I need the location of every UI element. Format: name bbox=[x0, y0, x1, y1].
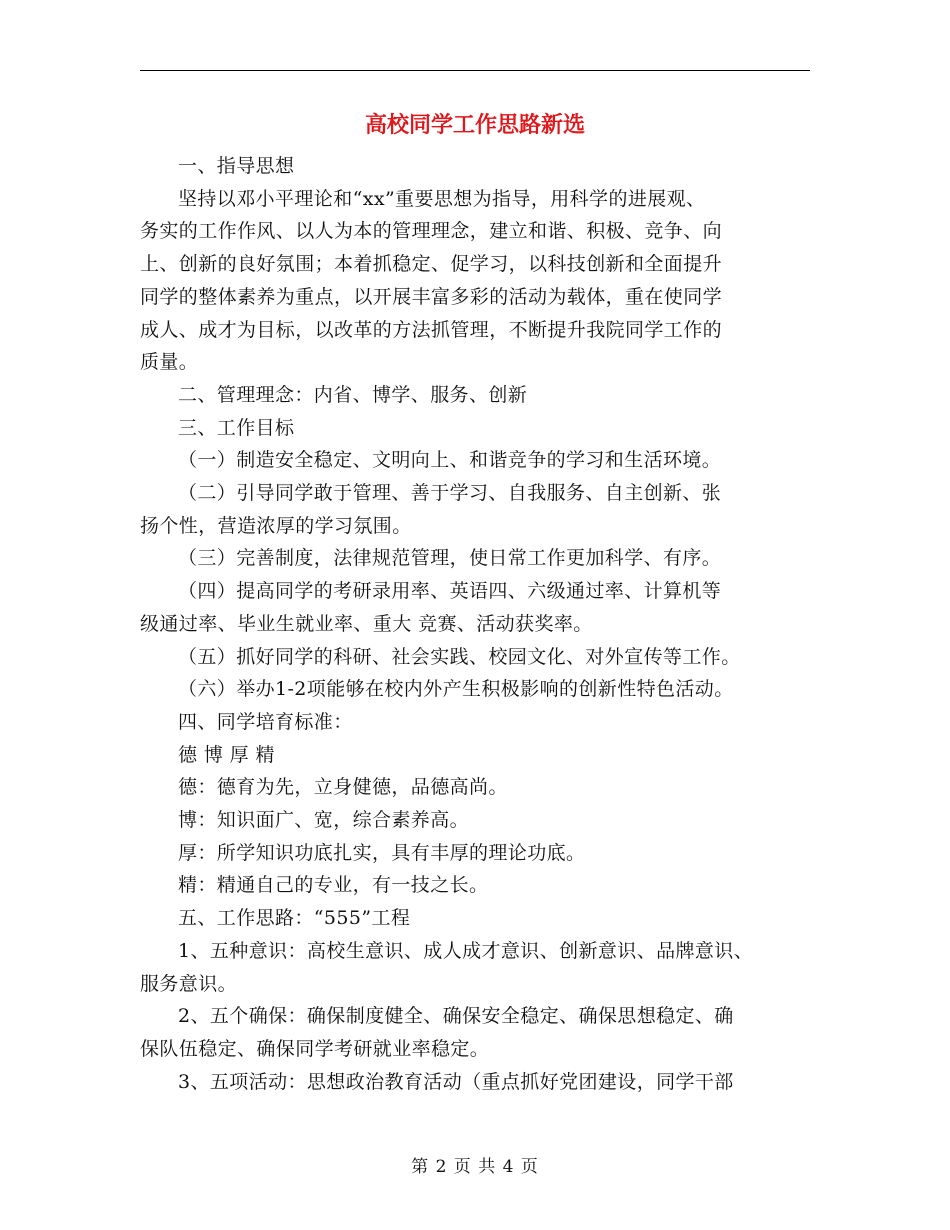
paragraph bbox=[140, 739, 830, 772]
text-line: （二）引导同学敢于管理、善于学习、自我服务、自主创新、张 bbox=[178, 482, 722, 505]
text-line: 级通过率、毕业生就业率、重大 竞赛、活动获奖率。 bbox=[140, 612, 593, 635]
paragraph bbox=[140, 575, 830, 640]
document-title: 高校同学工作思路新选 bbox=[364, 112, 585, 138]
page-number: 第 2 页 共 4 页 bbox=[411, 1157, 539, 1177]
paragraph bbox=[140, 150, 830, 183]
text-line: 1、五种意识：高校生意识、成人成才意识、创新意识、品牌意识、 bbox=[178, 939, 754, 962]
text-line: 务实的工作作风、以人为本的管理理念，建立和谐、积极、竞争、向 bbox=[140, 220, 723, 243]
paragraph bbox=[140, 183, 830, 379]
paragraph bbox=[140, 804, 830, 837]
text-line: 三、工作目标 bbox=[178, 416, 295, 439]
text-line: 质量。 bbox=[140, 351, 199, 374]
paragraph bbox=[140, 477, 830, 542]
text-line: 二、管理理念：内省、博学、服务、创新 bbox=[178, 383, 528, 406]
text-line: 德：德育为先，立身健德，品德高尚。 bbox=[178, 776, 508, 799]
text-line: （六）举办1-2项能够在校内外产生积极影响的创新性特色活动。 bbox=[178, 678, 734, 701]
paragraph bbox=[140, 935, 830, 1000]
text-line: 五、工作思路：“555”工程 bbox=[178, 907, 411, 930]
text-line: 扬个性，营造浓厚的学习氛围。 bbox=[140, 514, 412, 537]
text-line: 成人、成才为目标，以改革的方法抓管理，不断提升我院同学工作的 bbox=[140, 318, 723, 341]
header-rule bbox=[140, 70, 810, 71]
paragraph bbox=[140, 444, 830, 477]
text-line: 德 博 厚 精 bbox=[178, 743, 275, 766]
paragraph bbox=[140, 706, 830, 739]
paragraph bbox=[140, 641, 830, 674]
text-line: 2、五个确保：确保制度健全、确保安全稳定、确保思想稳定、确 bbox=[178, 1005, 734, 1028]
paragraph bbox=[140, 771, 830, 804]
text-line: 厚：所学知识功底扎实，具有丰厚的理论功底。 bbox=[178, 841, 586, 864]
paragraph bbox=[140, 902, 830, 935]
text-line: 同学的整体素养为重点，以开展丰富多彩的活动为载体，重在使同学 bbox=[140, 285, 723, 308]
text-line: 坚持以邓小平理论和“xx”重要思想为指导，用科学的进展观、 bbox=[178, 187, 706, 210]
paragraph bbox=[140, 837, 830, 870]
text-line: 服务意识。 bbox=[140, 972, 238, 995]
paragraph bbox=[140, 1000, 830, 1065]
paragraph bbox=[140, 379, 830, 412]
paragraph bbox=[140, 673, 830, 706]
text-line: （四）提高同学的考研录用率、英语四、六级通过率、计算机等 bbox=[178, 580, 722, 603]
text-line: 保队伍稳定、确保同学考研就业率稳定。 bbox=[140, 1037, 490, 1060]
text-line: （五）抓好同学的科研、社会实践、校园文化、对外宣传等工作。 bbox=[178, 645, 741, 668]
text-line: 精：精通自己的专业，有一技之长。 bbox=[178, 874, 489, 897]
text-line: 上、创新的良好氛围；本着抓稳定、促学习，以科技创新和全面提升 bbox=[140, 253, 723, 276]
text-line: （一）制造安全稳定、文明向上、和谐竞争的学习和生活环境。 bbox=[178, 449, 722, 472]
text-line: 3、五项活动：思想政治教育活动（重点抓好党团建设，同学干部 bbox=[178, 1070, 734, 1093]
text-line: 博：知识面广、宽，综合素养高。 bbox=[178, 809, 470, 832]
text-line: 一、指导思想 bbox=[178, 155, 295, 177]
paragraph bbox=[140, 869, 830, 902]
text-line: （三）完善制度，法律规范管理，使日常工作更加科学、有序。 bbox=[178, 547, 722, 570]
text-line: 四、同学培育标准： bbox=[178, 710, 353, 733]
paragraph bbox=[140, 412, 830, 445]
paragraph bbox=[140, 542, 830, 575]
document-body bbox=[140, 150, 830, 1098]
paragraph bbox=[140, 1066, 830, 1099]
